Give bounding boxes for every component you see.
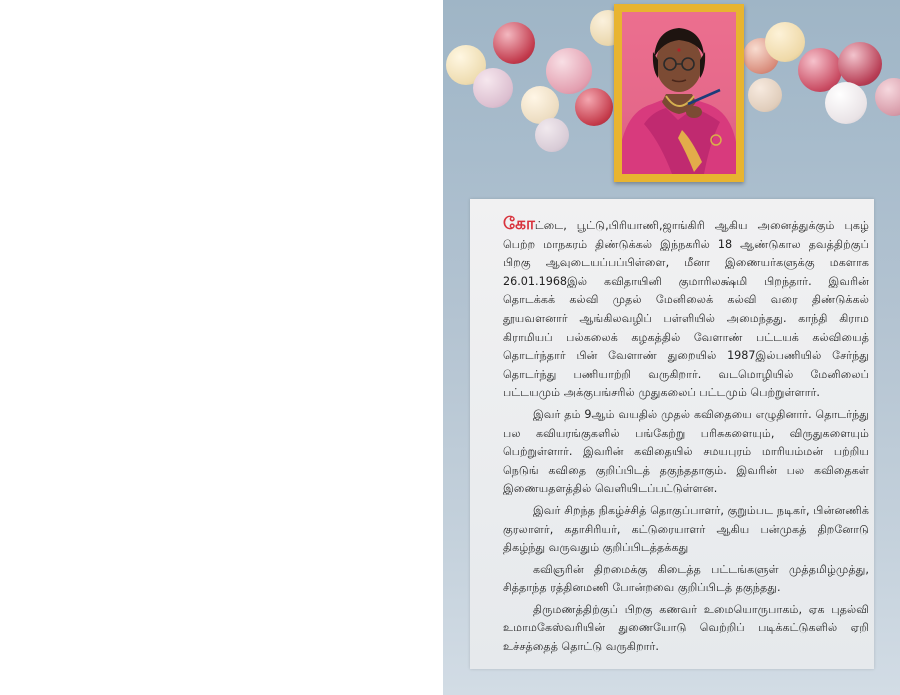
bio-panel [470,199,874,669]
bio-paragraph [503,215,869,403]
dropcap-letter: கோ [503,214,535,234]
blank-left-page [0,0,443,695]
bio-paragraph: இவர் தம் 9ஆம் வயதில் முதல் கவிதையை எழுதினார். தொடர்ந்து பல கவியரங்குகளில் பங்கேற்று பரிசுகளையும், விருதுகளையும் பெற்றுள்ளார். இவரின் கவிதையில் சமயபுரம் மாரியம்மன் பற்றிய நெடுங் கவிதை குறிப்பிடத் தகுந்ததாகும். இவரின் பல கவிதைகள் இணையதளத்தில் வெளியிடப்பட்டுள்ளன. [503,407,869,496]
back-cover [443,0,900,695]
author-biography [503,215,869,660]
portrait-icon [622,12,736,174]
bio-paragraph: கவிஞரின் திறமைக்கு கிடைத்த பட்டங்களுள் முத்தமிழ்முத்து, சித்தாந்த ரத்தினமணி போன்றவை குறிப்பிடத் தகுந்தது. [503,562,869,595]
bio-paragraph: இவர் சிறந்த நிகழ்ச்சித் தொகுப்பாளர், குறும்பட நடிகர், பின்னணிக் குரலாளர், கதாசிரியர், கட்டுரையாளர் ஆகிய பன்முகத் திறனோடு திகழ்ந்து வருவதும் குறிப்பிடத்தக்கது [503,503,869,555]
bio-paragraph: திருமணத்திற்குப் பிறகு கணவர் உமையொருபாகம், ஏக புதல்வி உமாமகேஸ்வரியின் துணையோடு வெற்றிப் படிக்கட்டுகளில் ஏறி உச்சத்தைத் தொட்டு வருகிறார். [503,602,869,654]
bio-paragraph-text: ட்டை, பூட்டு,பிரியாணி,ஜாங்கிரி ஆகிய அனைத்துக்கும் புகழ் பெற்ற மாநகரம் திண்டுக்கல் இந்நகரில் 18 ஆண்டுகால தவத்திற்குப் பிறகு ஆவுடையப்பப்பிள்ளை, மீனா இணையர்களுக்கு மகளாக 26.01.1968இல் கவிதாயினி குமாரிலக்ஷ்மி பிறந்தார். இவரின் தொடக்கக் கல்வி முதல் மேனிலைக் கல்வி வரை திண்டுக்கல் தூயவளனார் ஆங்கிலவழிப் பள்ளியில் அமைந்தது. காந்தி கிராம கிராமியப் பல்கலைக் கழகத்தில் வேளாண் பட்டயக் கல்வியைத் தொடர்ந்தார் பின் வேளாண் துறையில் 1987இல்பணியில் சேர்ந்து தொடர்ந்து பணியாற்றி வருகிறார். வடமொழியில் மேனிலைப் பட்டயமும் அக்குபங்சரில் முதுகலைப் பட்டமும் பெற்றுள்ளார். [503,219,869,400]
author-photo-frame [614,4,744,182]
author-portrait [622,12,736,174]
